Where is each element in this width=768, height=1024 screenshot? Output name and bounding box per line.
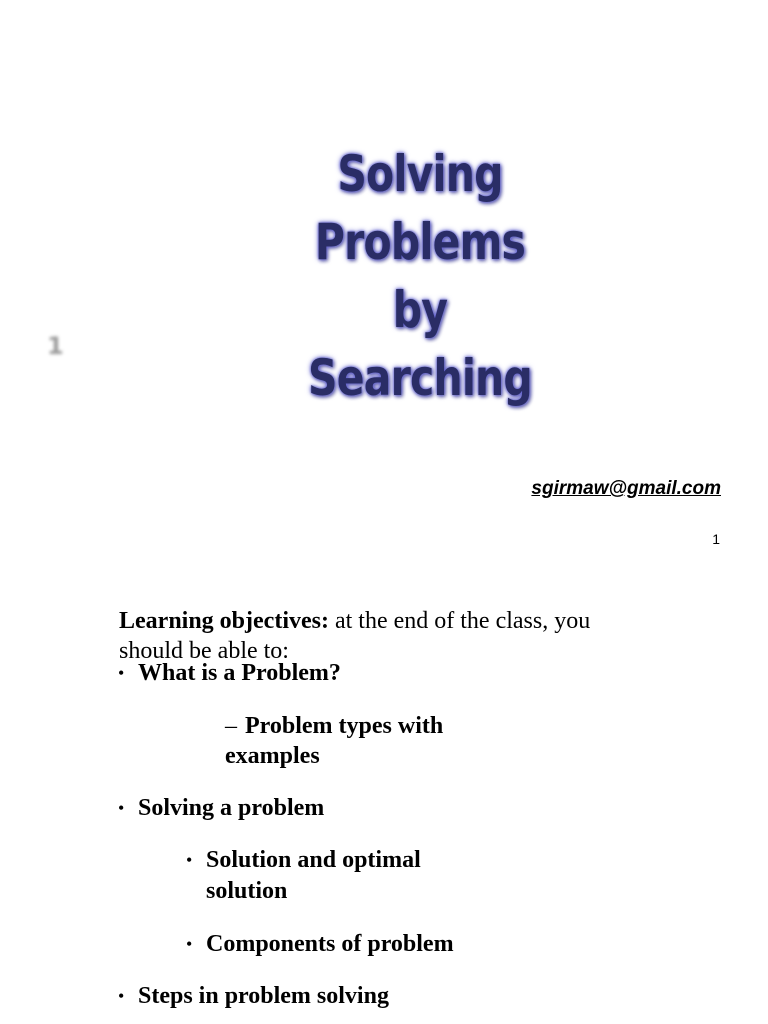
objectives-text: at the end of the class, you should be able to: <box>119 608 591 664</box>
list-item-problem-types-cont <box>225 741 320 771</box>
side-mark: 1 <box>47 332 64 360</box>
list-item-solution-optimal-cont <box>206 876 287 906</box>
list-item-steps <box>118 981 389 1011</box>
item-label: What is a Problem? <box>138 660 341 686</box>
bullet-icon: • <box>118 986 125 1006</box>
list-item-what-is-problem <box>118 658 341 688</box>
slide-title <box>240 140 601 412</box>
item-label-line1: Problem types with <box>245 713 444 739</box>
item-label: Components of problem <box>206 931 454 957</box>
title-line-2: by <box>392 281 448 339</box>
page-number: 1 <box>712 531 720 547</box>
item-label: Steps in problem solving <box>138 983 389 1009</box>
learning-objectives-intro <box>119 606 659 666</box>
bullet-icon: • <box>186 850 193 870</box>
list-item-problem-types <box>225 711 443 741</box>
email-link[interactable]: sgirmaw@gmail.com <box>531 478 721 499</box>
title-line-3: Searching <box>308 349 532 407</box>
bullet-icon: • <box>118 798 125 818</box>
list-item-solving-problem <box>118 793 325 823</box>
bullet-icon: • <box>186 934 193 954</box>
item-label-line2: examples <box>225 743 320 769</box>
item-label-line1: Solution and optimal <box>206 847 421 873</box>
list-item-solution-optimal <box>186 845 421 875</box>
objectives-lead: Learning objectives: <box>119 608 329 634</box>
item-label: Solving a problem <box>138 795 325 821</box>
dash-icon: – <box>225 713 237 739</box>
title-line-1: Solving Problems <box>314 145 526 271</box>
bullet-icon: • <box>118 663 125 683</box>
item-label-line2: solution <box>206 878 288 904</box>
list-item-components <box>186 929 454 959</box>
